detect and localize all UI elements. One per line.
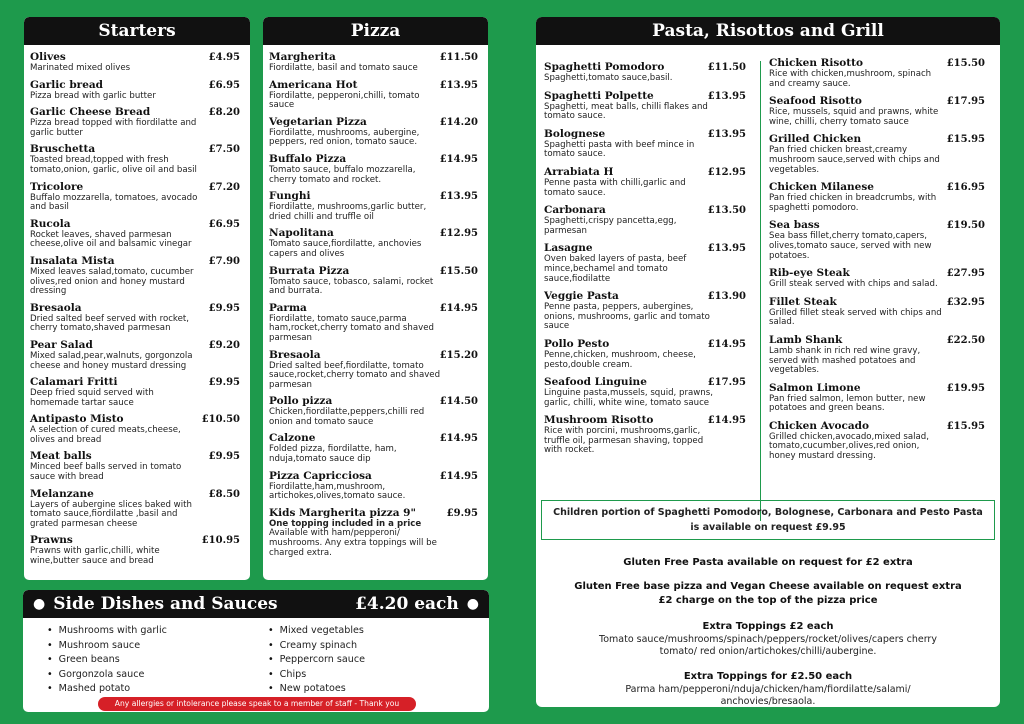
menu-item-name: Buffalo Pizza	[269, 152, 347, 165]
menu-item-description: Layers of aubergine slices baked with tomato sauce,fiordilatte ,basil and grated parmesan cheese	[30, 499, 192, 529]
menu-item-name: Kids Margherita pizza 9"	[269, 506, 416, 519]
menu-item-name: Bolognese	[544, 127, 606, 140]
menu-item-description: Rocket leaves, shaved parmesan cheese,olive oil and balsamic vinegar	[30, 229, 192, 250]
menu-item-name: Lamb Shank	[769, 333, 843, 346]
menu-item-name: Chicken Risotto	[769, 57, 863, 69]
menu-item-price: £27.95	[946, 268, 985, 280]
menu-item-name: Fillet Steak	[769, 295, 837, 308]
menu-item	[769, 382, 985, 414]
menu-item-name: Pollo Pesto	[544, 337, 610, 350]
menu-item-price: £32.95	[946, 296, 985, 308]
pasta-list-right	[761, 57, 997, 521]
menu-item	[30, 488, 240, 530]
menu-item	[769, 296, 985, 328]
menu-item-row	[269, 349, 478, 362]
pasta-columns	[536, 45, 1000, 521]
menu-item-name: Rucola	[30, 217, 71, 230]
menu-item-price: £10.50	[201, 414, 240, 426]
menu-item-price: £7.50	[208, 144, 240, 156]
menu-item	[30, 339, 240, 371]
menu-item-name: Chicken Milanese	[769, 181, 874, 194]
starters-panel	[24, 17, 250, 580]
menu-item	[269, 51, 478, 74]
sides-column-left	[47, 624, 268, 697]
menu-item-name: Melanzane	[30, 487, 94, 500]
menu-item	[269, 507, 478, 558]
menu-item-name: Napolitana	[269, 227, 334, 240]
menu-item-name: Calzone	[269, 432, 316, 445]
side-dish-item: • Gorgonzola sauce	[47, 668, 268, 683]
starters-title: Starters	[98, 21, 176, 41]
menu-item-name: Meat balls	[30, 450, 92, 463]
side-dish-item: • Chips	[268, 668, 489, 683]
menu-item-price: £6.95	[208, 79, 240, 91]
side-dish-item: • Green beans	[47, 653, 268, 668]
menu-item-row	[269, 507, 478, 520]
menu-item-price: £13.95	[439, 79, 478, 91]
menu-item-description: Buffalo mozzarella, tomatoes, avocado and basil	[30, 192, 198, 213]
menu-item-name: Pizza Capricciosa	[269, 469, 372, 482]
menu-item-description: Rice, mussels, squid and prawns, white wine, chilli, cherry tomato sauce	[769, 107, 939, 127]
menu-item	[769, 95, 985, 127]
gluten-pasta-note: Gluten Free Pasta available on request for £2 extra	[623, 557, 913, 568]
menu-item-description: Spaghetti pasta with beef mince in tomato sauce.	[544, 139, 695, 160]
sides-panel	[23, 590, 489, 712]
menu-item-name: Spaghetti Polpette	[544, 89, 654, 102]
menu-item-description: Prawns with garlic,chilli, white wine,butter sauce and bread	[30, 546, 160, 567]
menu-item-description: Pan fried chicken breast,creamy mushroom sauce,served with chips and vegetables.	[769, 145, 940, 175]
menu-item	[544, 242, 746, 284]
menu-item	[544, 338, 746, 370]
menu-item-description: Fiordilatte, tomato sauce,parma ham,rocket,cherry tomato and shaved parmesan	[269, 313, 434, 343]
menu-item-row	[269, 79, 478, 92]
menu-item	[769, 181, 985, 213]
menu-item-price: £14.95	[439, 470, 478, 482]
menu-item-price: £15.50	[946, 58, 985, 69]
menu-item-description: Dried salted beef served with rocket, cherry tomato,shaved parmesan	[30, 313, 189, 334]
menu-item-name: Antipasto Misto	[30, 413, 124, 426]
menu-item-description: Marinated mixed olives	[30, 63, 131, 73]
menu-item-price: £12.95	[439, 228, 478, 240]
sides-header	[23, 590, 489, 618]
menu-item-price: £6.95	[208, 218, 240, 230]
menu-item-price: £13.50	[707, 205, 746, 217]
side-dish-item: • Mixed vegetables	[268, 624, 489, 639]
menu-item-description: Mixed salad,pear,walnuts, gorgonzola cheese and honey mustard dressing	[30, 350, 193, 371]
menu-item	[769, 267, 985, 290]
menu-item-name: Grilled Chicken	[769, 133, 862, 146]
pizza-panel	[263, 17, 488, 580]
side-dish-item: • Mashed potato	[47, 682, 268, 697]
menu-item-row	[30, 181, 240, 194]
sides-bullet-icon-right: ●	[466, 596, 479, 612]
menu-item-description: Fiordilatte, basil and tomato sauce	[269, 63, 418, 73]
side-dish-item: • New potatoes	[268, 682, 489, 697]
menu-item	[30, 51, 240, 74]
side-dish-item: • Mushrooms with garlic	[47, 624, 268, 639]
menu-item	[269, 302, 478, 344]
menu-item-row	[269, 302, 478, 315]
menu-item	[30, 413, 240, 445]
menu-item-name: Chicken Avocado	[769, 419, 869, 432]
menu-item-price: £8.50	[208, 488, 240, 500]
menu-item-price: £16.95	[946, 182, 985, 194]
menu-item-price: £7.20	[208, 181, 240, 193]
menu-item-description: Fiordilatte,ham,mushroom, artichokes,olives,tomato sauce.	[269, 481, 406, 502]
menu-item-row	[769, 382, 985, 395]
menu-item-row	[269, 116, 478, 129]
menu-item-description: Rice with porcini, mushrooms,garlic, truffle oil, parmesan shaving, topped with rocket.	[544, 426, 704, 456]
menu-item-price: £9.95	[208, 377, 240, 389]
menu-item-price: £9.95	[208, 451, 240, 463]
menu-item-price: £15.20	[439, 349, 478, 361]
menu-item-price: £7.90	[208, 255, 240, 267]
menu-item-row	[30, 218, 240, 231]
pizza-title: Pizza	[350, 21, 401, 41]
menu-item-row	[30, 79, 240, 92]
side-dish-item: • Mushroom sauce	[47, 639, 268, 654]
menu-item-name: Tricolore	[30, 180, 84, 193]
menu-item-description: Penne pasta, peppers, aubergines, onions, mushrooms, garlic and tomato sauce	[544, 302, 710, 332]
menu-item	[544, 414, 746, 456]
menu-item	[269, 190, 478, 222]
pasta-list-left	[536, 61, 761, 521]
menu-item-name: Parma	[269, 301, 307, 314]
menu-item	[544, 166, 746, 198]
menu-item-price: £14.95	[707, 415, 746, 427]
menu-item-description: Grilled chicken,avocado,mixed salad, tomato,cucumber,olives,red onion, honey mustard dressing.	[769, 431, 929, 462]
menu-item-name: Mushroom Risotto	[544, 414, 654, 427]
menu-item	[269, 470, 478, 502]
menu-item-description: Penne pasta with chilli,garlic and tomato sauce.	[544, 177, 686, 198]
menu-item-price: £17.95	[707, 377, 746, 389]
menu-item-description: Penne,chicken, mushroom, cheese, pesto,double cream.	[544, 349, 696, 370]
menu-item-price: £15.95	[946, 134, 985, 146]
pasta-header	[536, 17, 1000, 45]
gluten-pizza-note: Gluten Free base pizza and Vegan Cheese available on request extra £2 charge on the top of the pizza price	[574, 581, 962, 606]
menu-item	[30, 534, 240, 566]
menu-item	[269, 432, 478, 464]
menu-item	[30, 218, 240, 250]
menu-item-name: Bresaola	[30, 301, 82, 314]
menu-item-description: Tomato sauce,fiordilatte, anchovies capers and olives	[269, 239, 422, 259]
menu-item	[544, 376, 746, 408]
menu-item-row	[30, 255, 240, 268]
menu-item-price: £13.95	[707, 128, 746, 140]
menu-item-price: £13.95	[707, 243, 746, 255]
menu-item-description: Available with ham/pepperoni/ mushrooms. Any extra toppings will be charged extra.	[269, 528, 437, 558]
sides-list	[23, 618, 489, 697]
menu-item-description: Tomato sauce, tobasco, salami, rocket and burrata.	[269, 276, 434, 297]
menu-item-price: £14.50	[439, 396, 478, 408]
menu-item-name: Burrata Pizza	[269, 264, 350, 277]
sides-column-right	[268, 624, 489, 697]
side-dish-item: • Creamy spinach	[268, 639, 489, 654]
menu-item-price: £19.95	[946, 382, 985, 394]
menu-item	[269, 349, 478, 391]
menu-item-price: £15.50	[439, 265, 478, 277]
menu-item	[30, 143, 240, 175]
menu-item-price: £4.95	[208, 52, 240, 63]
pasta-title: Pasta, Risottos and Grill	[652, 21, 884, 41]
menu-item-description: Fiordilatte, pepperoni,chilli, tomato sauce	[269, 90, 420, 111]
menu-item-row	[544, 128, 746, 141]
menu-item-description: Sea bass fillet,cherry tomato,capers, olives,tomato sauce, served with new potatoes.	[769, 231, 932, 261]
menu-item-description: Spaghetti,tomato sauce,basil.	[544, 73, 673, 83]
menu-item-row	[30, 339, 240, 352]
menu-item	[30, 255, 240, 297]
menu-item-description: Spaghetti,crispy pancetta,egg, parmesan	[544, 216, 677, 236]
menu-item	[544, 61, 746, 84]
menu-item	[269, 153, 478, 185]
sides-title: Side Dishes and Sauces	[53, 594, 278, 614]
menu-item-description: Deep fried squid served with homemade tartar sauce	[30, 388, 154, 408]
menu-item-price: £17.95	[946, 96, 985, 108]
menu-item-description: Pan fried chicken in breadcrumbs, with spaghetti pomodoro.	[769, 193, 937, 213]
pizza-list	[263, 45, 488, 558]
menu-item-description: Linguine pasta,mussels, squid, prawns, garlic, chilli, white wine, tomato sauce	[544, 388, 713, 408]
toppings-250-title: Extra Toppings for £2.50 each	[683, 671, 853, 682]
menu-item-name: Prawns	[30, 534, 73, 547]
toppings-2-title: Extra Toppings £2 each	[702, 621, 834, 632]
menu-item-name: Rib-eye Steak	[769, 267, 850, 280]
menu-item-description: Oven baked layers of pasta, beef mince,bechamel and tomato sauce,fiodilatte	[544, 254, 687, 284]
menu-item-name: Olives	[30, 51, 66, 63]
menu-item-name: Carbonara	[544, 204, 606, 217]
menu-item-name: Americana Hot	[269, 78, 358, 91]
side-dish-item: • Peppercorn sauce	[268, 653, 489, 668]
menu-item-description: Toasted bread,topped with fresh tomato,onion, garlic, olive oil and basil	[30, 155, 197, 175]
menu-item-price: £14.95	[439, 153, 478, 165]
menu-item-row	[269, 265, 478, 278]
menu-item-name: Bresaola	[269, 348, 321, 361]
menu-item-name: Arrabiata H	[544, 165, 614, 178]
menu-item-price: £14.20	[439, 116, 478, 128]
menu-item-description: Lamb shank in rich red wine gravy, served with mashed potatoes and vegetables.	[769, 345, 921, 376]
menu-item-price: £12.95	[707, 166, 746, 178]
menu-item	[30, 79, 240, 102]
starters-header	[24, 17, 250, 45]
menu-item-description: Pizza bread topped with fiordilatte and garlic butter	[30, 118, 197, 138]
menu-item-price: £10.95	[201, 535, 240, 547]
menu-item-price: £9.95	[446, 507, 478, 519]
menu-item-name: Margherita	[269, 51, 336, 63]
menu-item-price: £19.50	[946, 220, 985, 232]
menu-item-price: £11.50	[707, 62, 746, 73]
menu-item-description: Grill steak served with chips and salad.	[769, 279, 938, 290]
menu-item-description: Chicken,fiordilatte,peppers,chilli red onion and tomato sauce	[269, 407, 425, 427]
menu-item-price: £22.50	[946, 334, 985, 346]
menu-item-description: Dried salted beef,fiordilatte, tomato sauce,rocket,cherry tomato and shaved parmesan	[269, 360, 441, 390]
menu-item-description: Minced beef balls served in tomato sauce with bread	[30, 462, 182, 483]
menu-item-name: Insalata Mista	[30, 254, 115, 267]
menu-item-name: Spaghetti Pomodoro	[544, 61, 665, 73]
menu-item-name: Bruschetta	[30, 143, 96, 156]
menu-item-name: Sea bass	[769, 219, 820, 232]
menu-item-description: Rice with chicken,mushroom, spinach and creamy sauce.	[769, 69, 932, 89]
menu-item	[30, 450, 240, 482]
menu-item	[769, 57, 985, 89]
menu-item-name: Garlic bread	[30, 78, 104, 91]
menu-item-price: £11.50	[439, 52, 478, 63]
menu-item-description: Folded pizza, fiordilatte, ham, nduja,tomato sauce dip	[269, 444, 397, 465]
toppings-250-list: Parma ham/pepperoni/nduja/chicken/ham/fiordilatte/salami/ anchovies/bresaola.	[625, 684, 911, 707]
menu-item-description: A selection of cured meats,cheese, olives and bread	[30, 425, 181, 445]
menu-item-price: £14.95	[439, 302, 478, 314]
menu-item-row	[769, 296, 985, 309]
menu-item	[769, 334, 985, 376]
menu-item-price: £13.90	[707, 291, 746, 303]
pizza-header	[263, 17, 488, 45]
menu-item	[269, 116, 478, 148]
menu-item-name: Pollo pizza	[269, 395, 333, 408]
menu-item	[269, 265, 478, 297]
menu-item	[769, 219, 985, 261]
menu-item-row	[769, 334, 985, 347]
menu-item-name: Funghi	[269, 190, 311, 203]
notes	[541, 500, 995, 708]
menu-item-description: Grilled fillet steak served with chips and salad.	[769, 307, 942, 328]
menu-item-description: Mixed leaves salad,tomato, cucumber olives,red onion and honey mustard dressing	[30, 266, 194, 297]
allergy-banner: Any allergies or intolerance please speak to a member of staff - Thank you	[98, 697, 416, 711]
menu-item-note: One topping included in a price	[269, 518, 422, 529]
menu-item-description: Fiordilatte, mushrooms, aubergine, peppers, red onion, tomato sauce.	[269, 127, 420, 148]
menu-item-description: Fiordilatte, mushrooms,garlic butter, dried chilli and truffle oil	[269, 202, 427, 222]
menu-item-row	[30, 488, 240, 501]
menu-item-description: Tomato sauce, buffalo mozzarella, cherry tomato and rocket.	[269, 164, 416, 185]
sides-bullet-icon: ●	[33, 596, 46, 612]
menu-item-price: £8.20	[208, 107, 240, 119]
menu-item	[269, 395, 478, 427]
menu-item-name: Vegetarian Pizza	[269, 115, 367, 128]
menu-item-price: £14.95	[439, 433, 478, 445]
children-portion-note: Children portion of Spaghetti Pomodoro, Bolognese, Carbonara and Pesto Pasta is available on request £9.95	[541, 500, 995, 540]
menu-item-price: £14.95	[707, 338, 746, 350]
starters-list	[24, 45, 250, 567]
menu-item	[269, 227, 478, 259]
menu-item	[544, 128, 746, 160]
menu-item	[544, 204, 746, 236]
menu-item-row	[544, 338, 746, 351]
menu-item-price: £15.95	[946, 420, 985, 432]
sides-price: £4.20 each	[355, 594, 459, 614]
menu-item-row	[30, 302, 240, 315]
menu-item-row	[769, 420, 985, 433]
menu-item	[769, 133, 985, 175]
menu-item-name: Pear Salad	[30, 338, 93, 351]
menu-item-name: Garlic Cheese Bread	[30, 106, 151, 119]
menu-item-name: Seafood Linguine	[544, 376, 647, 389]
menu-item-description: Spaghetti, meat balls, chilli flakes and tomato sauce.	[544, 101, 708, 122]
menu-item-price: £13.95	[439, 191, 478, 203]
menu-item-row	[544, 90, 746, 103]
menu-item-description: Pizza bread with garlic butter	[30, 90, 156, 101]
menu-item-name: Veggie Pasta	[544, 290, 619, 303]
menu-item-price: £13.95	[707, 90, 746, 102]
menu-item-price: £9.20	[208, 339, 240, 351]
menu-item	[544, 90, 746, 122]
menu-item-description: Pan fried salmon, lemon butter, new potatoes and green beans.	[769, 393, 926, 414]
menu-item	[30, 106, 240, 138]
menu-item-name: Calamari Fritti	[30, 376, 118, 389]
menu-item	[30, 181, 240, 213]
menu-item-name: Lasagne	[544, 242, 593, 255]
menu-item	[30, 376, 240, 408]
toppings-2-list: Tomato sauce/mushrooms/spinach/peppers/rocket/olives/capers cherry tomato/ red onion/artichokes/chilli/aubergine.	[599, 634, 937, 657]
menu-item-price: £9.95	[208, 302, 240, 314]
menu-item	[30, 302, 240, 334]
menu-item	[269, 79, 478, 111]
menu-item	[769, 420, 985, 462]
menu-item-row	[269, 470, 478, 483]
menu-item-name: Seafood Risotto	[769, 95, 862, 108]
menu-item-name: Salmon Limone	[769, 381, 861, 394]
menu-item	[544, 290, 746, 332]
